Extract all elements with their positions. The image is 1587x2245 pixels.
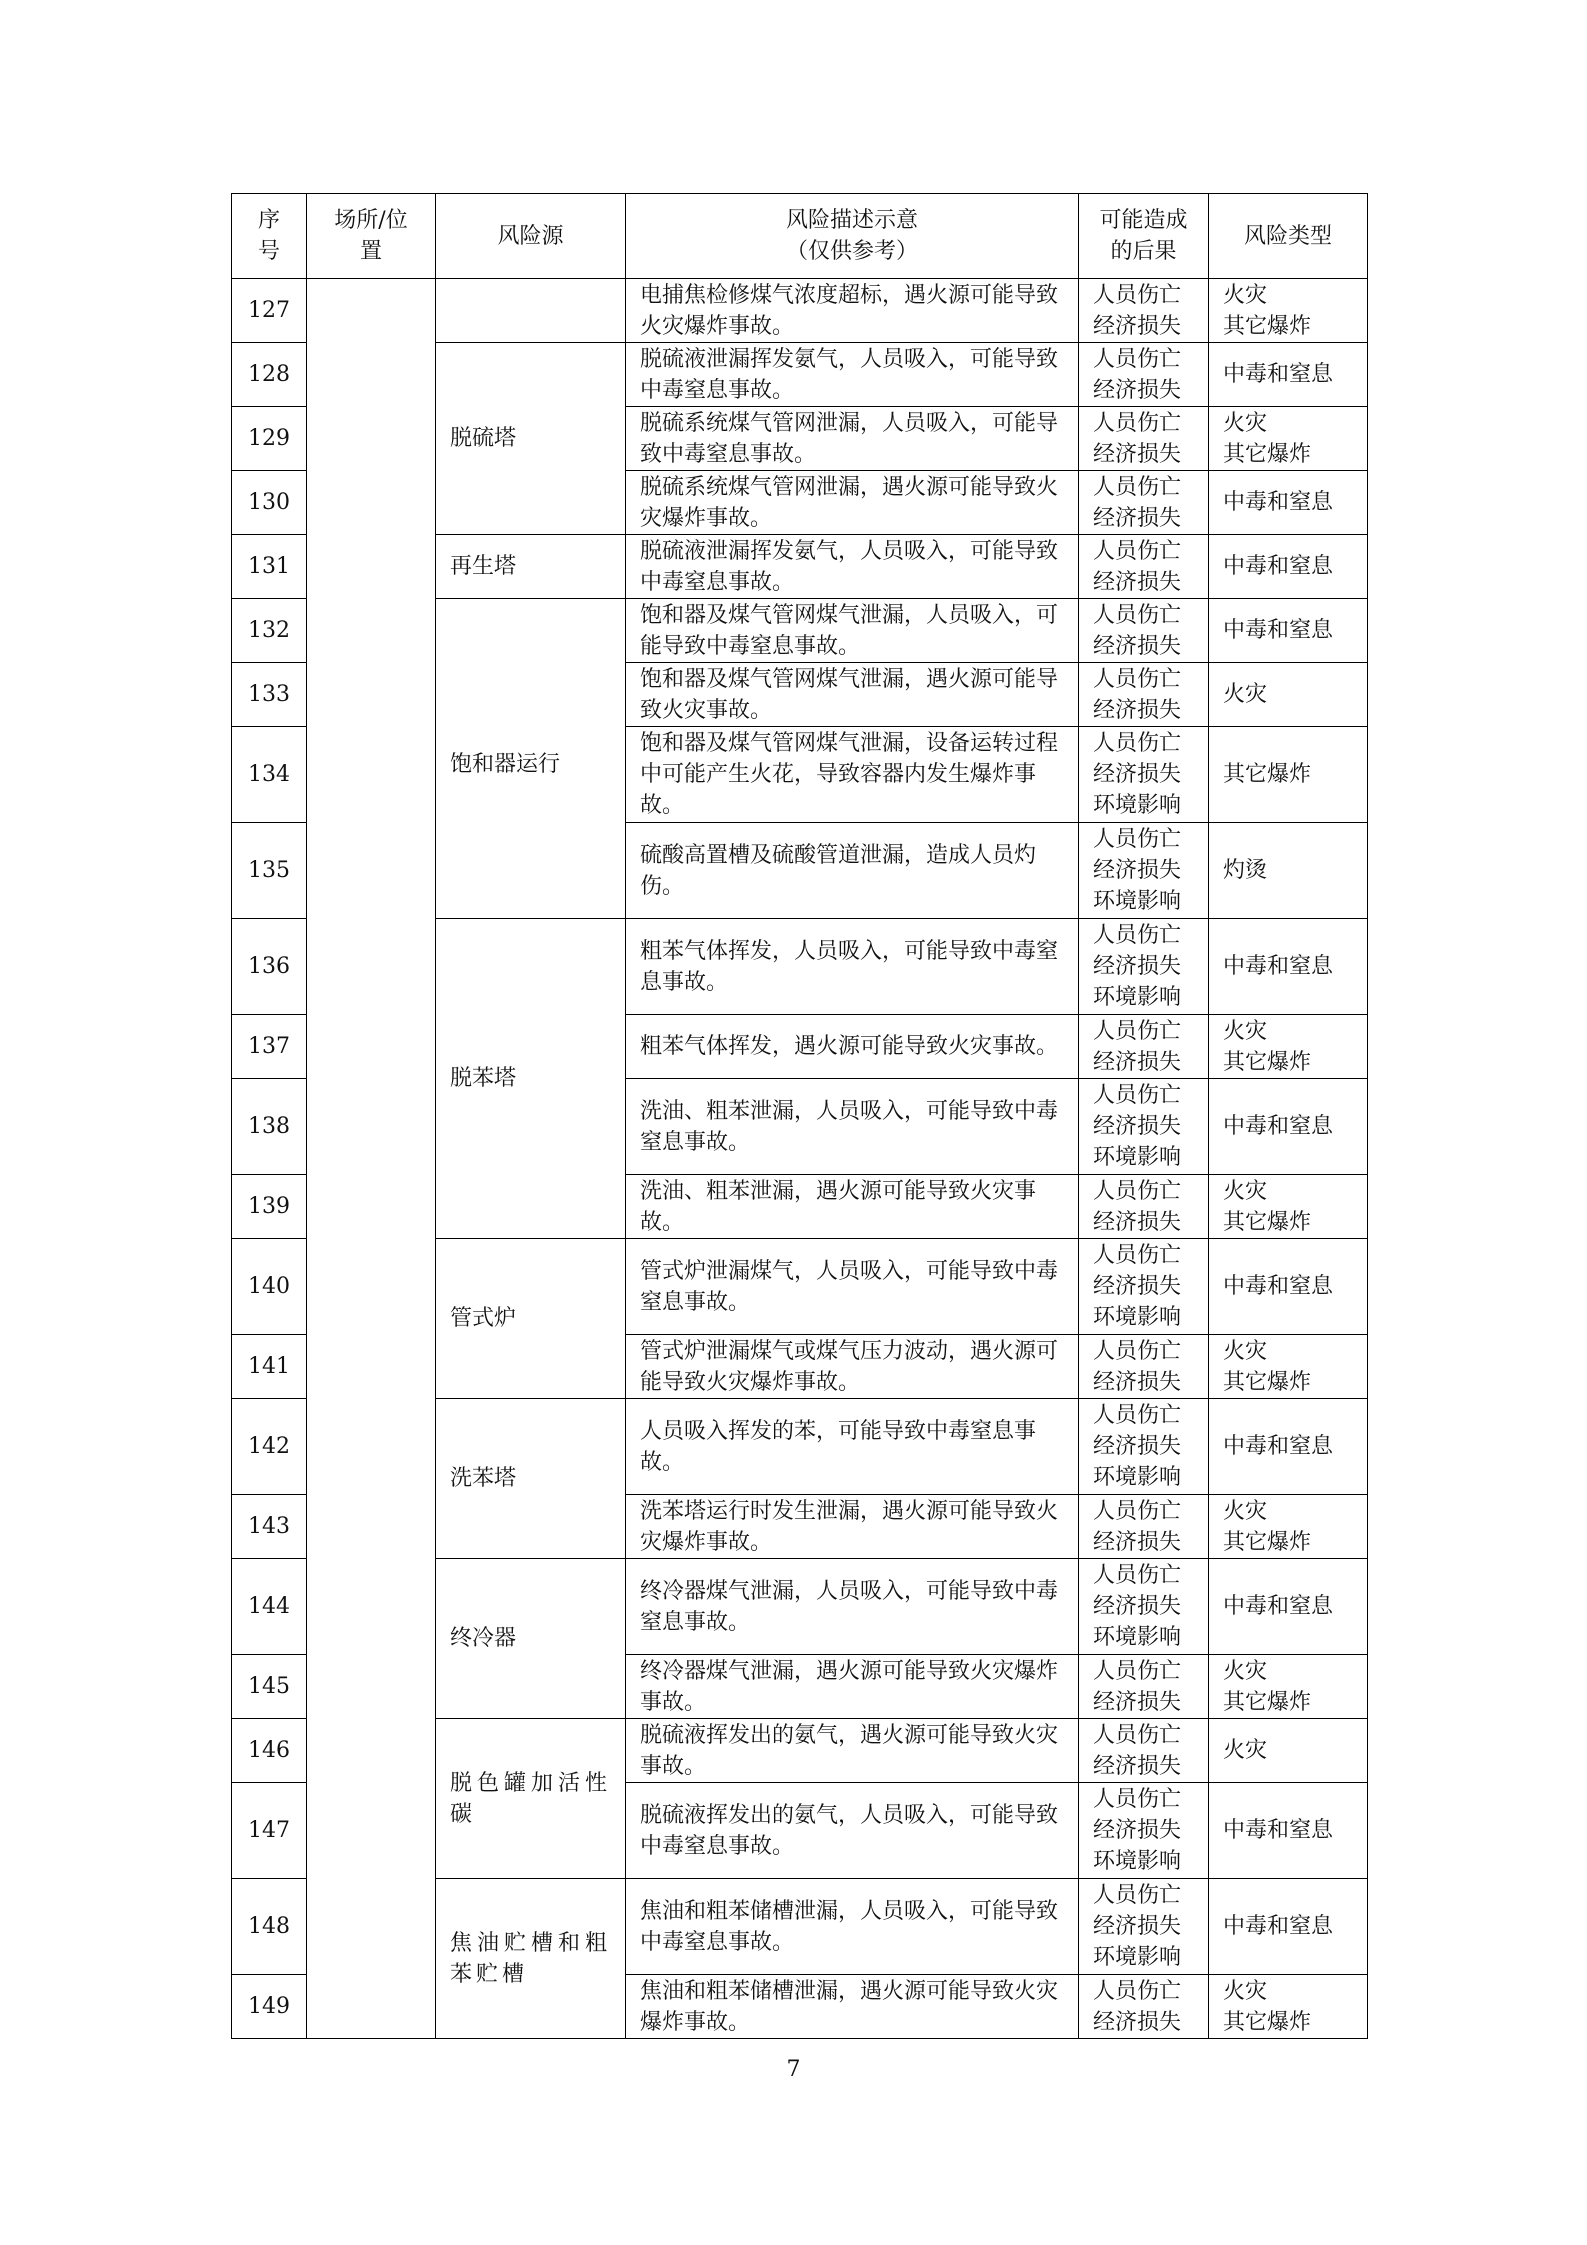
risk-type-cell: 火灾 其它爆炸 xyxy=(1209,1975,1368,2039)
description-cell: 人员吸入挥发的苯，可能导致中毒窒息事故。 xyxy=(626,1399,1079,1495)
risk-type-cell: 火灾 其它爆炸 xyxy=(1209,1015,1368,1079)
seq-cell: 130 xyxy=(232,471,307,535)
consequence-cell: 人员伤亡 经济损失 xyxy=(1079,1655,1209,1719)
seq-cell: 132 xyxy=(232,599,307,663)
table-row xyxy=(232,279,1368,343)
risk-type-cell: 火灾 其它爆炸 xyxy=(1209,1175,1368,1239)
risk-source-cell xyxy=(436,279,626,343)
consequence-cell: 人员伤亡 经济损失 xyxy=(1079,663,1209,727)
seq-cell: 139 xyxy=(232,1175,307,1239)
seq-cell: 131 xyxy=(232,535,307,599)
header-row xyxy=(232,194,1368,279)
consequence-cell: 人员伤亡 经济损失 环境影响 xyxy=(1079,1559,1209,1655)
description-cell: 脱硫液挥发出的氨气，人员吸入，可能导致中毒窒息事故。 xyxy=(626,1783,1079,1879)
consequence-cell: 人员伤亡 经济损失 环境影响 xyxy=(1079,823,1209,919)
header-risk-source: 风险源 xyxy=(436,194,626,279)
description-cell: 硫酸高置槽及硫酸管道泄漏，造成人员灼伤。 xyxy=(626,823,1079,919)
seq-cell: 133 xyxy=(232,663,307,727)
consequence-cell: 人员伤亡 经济损失 环境影响 xyxy=(1079,1239,1209,1335)
description-cell: 电捕焦检修煤气浓度超标，遇火源可能导致火灾爆炸事故。 xyxy=(626,279,1079,343)
consequence-cell: 人员伤亡 经济损失 环境影响 xyxy=(1079,1399,1209,1495)
risk-type-cell: 火灾 xyxy=(1209,1719,1368,1783)
seq-cell: 140 xyxy=(232,1239,307,1335)
description-cell: 脱硫液挥发出的氨气，遇火源可能导致火灾事故。 xyxy=(626,1719,1079,1783)
description-cell: 脱硫液泄漏挥发氨气，人员吸入，可能导致中毒窒息事故。 xyxy=(626,343,1079,407)
description-cell: 终冷器煤气泄漏，人员吸入，可能导致中毒窒息事故。 xyxy=(626,1559,1079,1655)
consequence-cell: 人员伤亡 经济损失 xyxy=(1079,279,1209,343)
risk-source-cell: 脱色罐加活性碳 xyxy=(436,1719,626,1879)
risk-type-cell: 火灾 其它爆炸 xyxy=(1209,279,1368,343)
description-cell: 粗苯气体挥发，人员吸入，可能导致中毒窒息事故。 xyxy=(626,919,1079,1015)
header-consequence: 可能造成 的后果 xyxy=(1079,194,1209,279)
seq-cell: 145 xyxy=(232,1655,307,1719)
seq-cell: 146 xyxy=(232,1719,307,1783)
seq-cell: 134 xyxy=(232,727,307,823)
risk-source-cell: 脱苯塔 xyxy=(436,919,626,1239)
risk-table xyxy=(231,193,1368,2039)
description-cell: 粗苯气体挥发，遇火源可能导致火灾事故。 xyxy=(626,1015,1079,1079)
seq-cell: 142 xyxy=(232,1399,307,1495)
seq-cell: 129 xyxy=(232,407,307,471)
consequence-cell: 人员伤亡 经济损失 xyxy=(1079,343,1209,407)
seq-cell: 138 xyxy=(232,1079,307,1175)
seq-cell: 148 xyxy=(232,1879,307,1975)
risk-type-cell: 灼烫 xyxy=(1209,823,1368,919)
description-cell: 饱和器及煤气管网煤气泄漏，人员吸入，可能导致中毒窒息事故。 xyxy=(626,599,1079,663)
description-cell: 终冷器煤气泄漏，遇火源可能导致火灾爆炸事故。 xyxy=(626,1655,1079,1719)
seq-cell: 137 xyxy=(232,1015,307,1079)
consequence-cell: 人员伤亡 经济损失 xyxy=(1079,1015,1209,1079)
description-cell: 饱和器及煤气管网煤气泄漏，遇火源可能导致火灾事故。 xyxy=(626,663,1079,727)
risk-type-cell: 火灾 其它爆炸 xyxy=(1209,1335,1368,1399)
description-cell: 洗油、粗苯泄漏，遇火源可能导致火灾事故。 xyxy=(626,1175,1079,1239)
description-cell: 洗苯塔运行时发生泄漏，遇火源可能导致火灾爆炸事故。 xyxy=(626,1495,1079,1559)
header-risk-type: 风险类型 xyxy=(1209,194,1368,279)
description-cell: 管式炉泄漏煤气，人员吸入，可能导致中毒窒息事故。 xyxy=(626,1239,1079,1335)
header-description: 风险描述示意 （仅供参考） xyxy=(626,194,1079,279)
risk-type-cell: 中毒和窒息 xyxy=(1209,1559,1368,1655)
consequence-cell: 人员伤亡 经济损失 xyxy=(1079,535,1209,599)
consequence-cell: 人员伤亡 经济损失 xyxy=(1079,1719,1209,1783)
consequence-cell: 人员伤亡 经济损失 xyxy=(1079,1975,1209,2039)
description-cell: 脱硫系统煤气管网泄漏，遇火源可能导致火灾爆炸事故。 xyxy=(626,471,1079,535)
risk-type-cell: 中毒和窒息 xyxy=(1209,471,1368,535)
risk-type-cell: 火灾 其它爆炸 xyxy=(1209,1655,1368,1719)
page-number: 7 xyxy=(786,2057,801,2082)
description-cell: 脱硫液泄漏挥发氨气，人员吸入，可能导致中毒窒息事故。 xyxy=(626,535,1079,599)
seq-cell: 128 xyxy=(232,343,307,407)
risk-type-cell: 中毒和窒息 xyxy=(1209,599,1368,663)
location-cell xyxy=(307,279,436,2039)
consequence-cell: 人员伤亡 经济损失 xyxy=(1079,1335,1209,1399)
risk-type-cell: 中毒和窒息 xyxy=(1209,1783,1368,1879)
risk-source-cell: 焦油贮槽和粗苯贮槽 xyxy=(436,1879,626,2039)
seq-cell: 136 xyxy=(232,919,307,1015)
risk-type-cell: 中毒和窒息 xyxy=(1209,1399,1368,1495)
consequence-cell: 人员伤亡 经济损失 环境影响 xyxy=(1079,1879,1209,1975)
risk-type-cell: 火灾 其它爆炸 xyxy=(1209,407,1368,471)
risk-source-cell: 再生塔 xyxy=(436,535,626,599)
risk-source-cell: 终冷器 xyxy=(436,1559,626,1719)
consequence-cell: 人员伤亡 经济损失 xyxy=(1079,471,1209,535)
consequence-cell: 人员伤亡 经济损失 xyxy=(1079,1495,1209,1559)
risk-type-cell: 火灾 其它爆炸 xyxy=(1209,1495,1368,1559)
risk-type-cell: 中毒和窒息 xyxy=(1209,919,1368,1015)
consequence-cell: 人员伤亡 经济损失 环境影响 xyxy=(1079,919,1209,1015)
risk-source-cell: 脱硫塔 xyxy=(436,343,626,535)
risk-type-cell: 火灾 xyxy=(1209,663,1368,727)
consequence-cell: 人员伤亡 经济损失 环境影响 xyxy=(1079,727,1209,823)
risk-type-cell: 中毒和窒息 xyxy=(1209,343,1368,407)
risk-source-cell: 洗苯塔 xyxy=(436,1399,626,1559)
seq-cell: 144 xyxy=(232,1559,307,1655)
header-seq: 序 号 xyxy=(232,194,307,279)
seq-cell: 149 xyxy=(232,1975,307,2039)
risk-type-cell: 中毒和窒息 xyxy=(1209,1879,1368,1975)
description-cell: 焦油和粗苯储槽泄漏，人员吸入，可能导致中毒窒息事故。 xyxy=(626,1879,1079,1975)
seq-cell: 143 xyxy=(232,1495,307,1559)
risk-source-cell: 管式炉 xyxy=(436,1239,626,1399)
header-location: 场所/位 置 xyxy=(307,194,436,279)
description-cell: 饱和器及煤气管网煤气泄漏，设备运转过程中可能产生火花，导致容器内发生爆炸事故。 xyxy=(626,727,1079,823)
description-cell: 洗油、粗苯泄漏，人员吸入，可能导致中毒窒息事故。 xyxy=(626,1079,1079,1175)
risk-type-cell: 中毒和窒息 xyxy=(1209,1239,1368,1335)
risk-source-cell: 饱和器运行 xyxy=(436,599,626,919)
consequence-cell: 人员伤亡 经济损失 环境影响 xyxy=(1079,1783,1209,1879)
risk-type-cell: 中毒和窒息 xyxy=(1209,1079,1368,1175)
consequence-cell: 人员伤亡 经济损失 xyxy=(1079,1175,1209,1239)
risk-type-cell: 中毒和窒息 xyxy=(1209,535,1368,599)
description-cell: 焦油和粗苯储槽泄漏，遇火源可能导致火灾爆炸事故。 xyxy=(626,1975,1079,2039)
consequence-cell: 人员伤亡 经济损失 xyxy=(1079,407,1209,471)
consequence-cell: 人员伤亡 经济损失 xyxy=(1079,599,1209,663)
seq-cell: 141 xyxy=(232,1335,307,1399)
description-cell: 管式炉泄漏煤气或煤气压力波动，遇火源可能导致火灾爆炸事故。 xyxy=(626,1335,1079,1399)
seq-cell: 147 xyxy=(232,1783,307,1879)
seq-cell: 135 xyxy=(232,823,307,919)
description-cell: 脱硫系统煤气管网泄漏，人员吸入，可能导致中毒窒息事故。 xyxy=(626,407,1079,471)
risk-type-cell: 其它爆炸 xyxy=(1209,727,1368,823)
consequence-cell: 人员伤亡 经济损失 环境影响 xyxy=(1079,1079,1209,1175)
seq-cell: 127 xyxy=(232,279,307,343)
